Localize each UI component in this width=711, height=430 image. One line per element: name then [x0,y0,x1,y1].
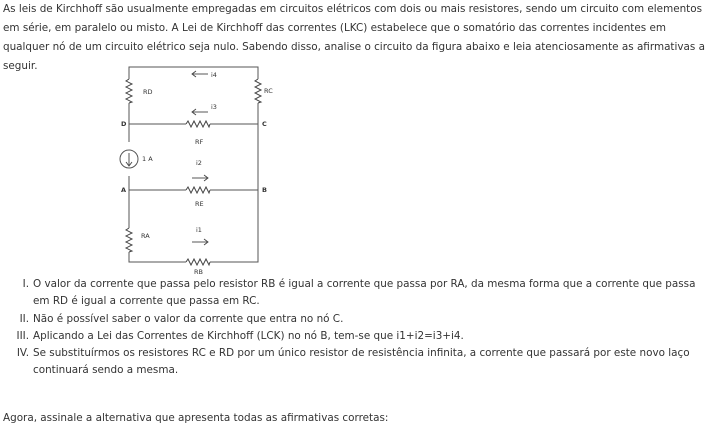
node-b: B [262,186,267,194]
statements-list [0,276,711,380]
statement-1 [0,276,711,311]
label-ra: RA [141,232,150,240]
i1-arrow [192,239,208,245]
resistor-rf [186,121,210,127]
statement-number: III. [16,329,29,342]
label-rd: RD [143,88,153,96]
resistor-rb [186,259,210,265]
bottom-left-wire [129,252,186,262]
statement-number: I. [22,278,29,290]
circuit-diagram [110,62,280,274]
i2-arrow [192,175,208,181]
bottom-right-wire [210,79,258,262]
label-re: RE [195,200,204,208]
statement-3 [0,328,711,345]
resistor-rd [126,79,132,103]
statement-text: Se substituírmos os resistores RC e RD por um único resistor de resistência infinita, a corrente que passará por este novo laço continuará sendo a mesma. [33,347,690,377]
label-i4: i4 [211,71,217,79]
label-i1: i1 [196,226,202,234]
statement-2 [0,311,711,328]
i4-arrow [192,71,208,77]
label-i3: i3 [211,103,217,111]
label-rf: RF [195,138,204,146]
node-d: D [121,120,127,128]
label-rc: RC [264,87,273,95]
label-source: 1 A [142,155,153,163]
statement-text: O valor da corrente que passa pelo resistor RB é igual a corrente que passa por RA, da mesma forma que a corrente que passa em RD é igual a corrente que passa em RC. [33,278,696,308]
statement-text: Não é possível saber o valor da corrente que entra no nó C. [33,312,344,325]
statement-text: Aplicando a Lei das Correntes de Kirchhoff (LCK) no nó B, tem-se que i1+i2=i3+i4. [33,329,464,342]
label-rb: RB [194,268,203,274]
label-i2: i2 [196,159,202,167]
intro-paragraph: As leis de Kirchhoff são usualmente empregadas em circuitos elétricos com dois ou mais resistores, sendo um circuito com elementos em série, em paralelo ou misto. A Lei de Kirchhoff das correntes (LKC) estabelece que o somatório das correntes incidentes em qualquer nó de um circuito elétrico seja nulo. Sabendo disso, analise o circuito da figura abaixo e leia atenciosamente as afirmativas a seguir. [3,3,705,72]
question-prompt: Agora, assinale a alternativa que apresenta todas as afirmativas corretas: [3,412,389,424]
resistor-ra [126,228,132,252]
statement-number: II. [19,312,29,325]
node-c: C [262,120,267,128]
i3-arrow [192,109,208,115]
resistor-re [186,187,210,193]
statement-number: IV. [16,347,29,360]
statement-4 [0,345,711,380]
node-a: A [121,186,127,194]
